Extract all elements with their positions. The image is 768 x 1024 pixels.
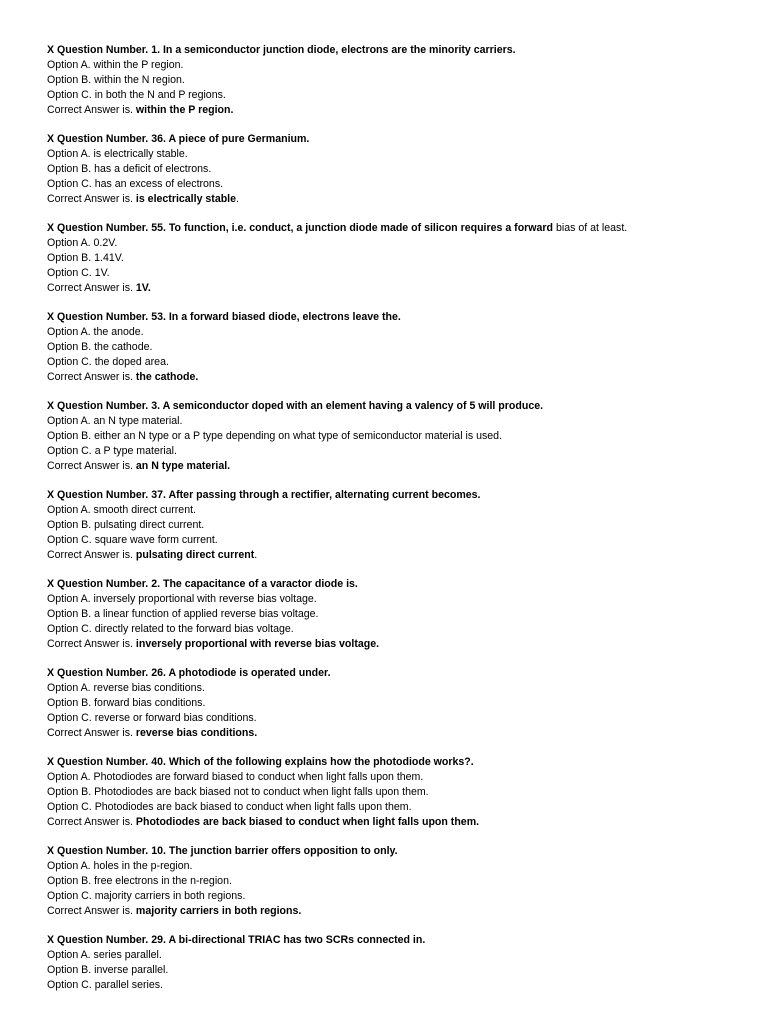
- question-stem: X Question Number. 37. After passing through a rectifier, alternating current becomes.: [47, 489, 481, 501]
- option-line: Option C. a P type material.: [47, 444, 177, 457]
- option-line: Option B. within the N region.: [47, 73, 185, 86]
- option-line: Option C. square wave form current.: [47, 533, 218, 546]
- option-line: Option A. is electrically stable.: [47, 147, 188, 160]
- question-block: [47, 666, 748, 740]
- option-line: Option C. reverse or forward bias conditions.: [47, 711, 257, 724]
- question-stem: X Question Number. 3. A semiconductor doped with an element having a valency of 5 will produce.: [47, 400, 544, 412]
- option-line: Option A. reverse bias conditions.: [47, 681, 205, 694]
- answer-label: Correct Answer is.: [47, 726, 136, 739]
- option-line: Option A. series parallel.: [47, 948, 162, 961]
- answer-label: Correct Answer is.: [47, 459, 136, 472]
- answer-label: Correct Answer is.: [47, 281, 136, 294]
- option-line: Option B. has a deficit of electrons.: [47, 162, 212, 175]
- question-text: [47, 844, 748, 859]
- option-line: Option A. inversely proportional with reverse bias voltage.: [47, 592, 317, 605]
- question-block: [47, 933, 748, 993]
- answer-label: Correct Answer is.: [47, 192, 136, 205]
- question-stem: X Question Number. 10. The junction barrier offers opposition to only.: [47, 845, 398, 857]
- option-line: Option B. inverse parallel.: [47, 963, 169, 976]
- question-block: [47, 132, 748, 206]
- question-block: [47, 310, 748, 384]
- option-line: Option C. majority carriers in both regions.: [47, 889, 246, 902]
- answer-label: Correct Answer is.: [47, 815, 136, 828]
- answer-label: Correct Answer is.: [47, 637, 136, 650]
- question-block: [47, 221, 748, 295]
- question-stem: X Question Number. 36. A piece of pure Germanium.: [47, 133, 310, 145]
- option-line: Option C. has an excess of electrons.: [47, 177, 224, 190]
- option-line: Option A. 0.2V.: [47, 236, 118, 249]
- option-line: Option A. the anode.: [47, 325, 144, 338]
- question-block: [47, 43, 748, 117]
- option-line: Option A. an N type material.: [47, 414, 183, 427]
- answer-value: reverse bias conditions.: [135, 726, 258, 739]
- option-line: Option A. smooth direct current.: [47, 503, 196, 516]
- option-line: Option C. in both the N and P regions.: [47, 88, 226, 101]
- answer-tail: .: [236, 192, 239, 205]
- question-stem: X Question Number. 26. A photodiode is operated under.: [47, 667, 331, 679]
- question-text: [47, 132, 748, 147]
- question-stem: X Question Number. 1. In a semiconductor junction diode, electrons are the minority carriers.: [47, 44, 516, 56]
- option-line: Option A. Photodiodes are forward biased to conduct when light falls upon them.: [47, 770, 424, 783]
- question-block: [47, 488, 748, 562]
- answer-value: 1V.: [135, 281, 151, 294]
- option-line: Option B. the cathode.: [47, 340, 153, 353]
- option-line: Option B. forward bias conditions.: [47, 696, 206, 709]
- option-line: Option B. Photodiodes are back biased not to conduct when light falls upon them.: [47, 785, 429, 798]
- answer-value: within the P region.: [135, 103, 234, 116]
- answer-label: Correct Answer is.: [47, 370, 136, 383]
- option-line: Option C. 1V.: [47, 266, 110, 279]
- question-text: [47, 666, 748, 681]
- option-line: Option C. the doped area.: [47, 355, 169, 368]
- question-text: [47, 43, 748, 58]
- question-stem: X Question Number. 53. In a forward biased diode, electrons leave the.: [47, 311, 401, 323]
- option-line: Option C. parallel series.: [47, 978, 163, 991]
- correct-answer-line: [47, 637, 748, 652]
- question-text: [47, 577, 748, 592]
- answer-value: Photodiodes are back biased to conduct when light falls upon them.: [135, 815, 480, 828]
- option-line: Option B. pulsating direct current.: [47, 518, 205, 531]
- option-line: Option A. holes in the p-region.: [47, 859, 193, 872]
- correct-answer-line: [47, 370, 748, 385]
- answer-label: Correct Answer is.: [47, 904, 136, 917]
- correct-answer-line: [47, 904, 748, 919]
- answer-value: an N type material.: [135, 459, 231, 472]
- question-block: [47, 844, 748, 918]
- option-line: Option B. free electrons in the n-region.: [47, 874, 232, 887]
- answer-value: pulsating direct current: [135, 548, 255, 561]
- answer-value: the cathode.: [135, 370, 199, 383]
- option-line: Option A. within the P region.: [47, 58, 184, 71]
- question-block: [47, 577, 748, 651]
- answer-label: Correct Answer is.: [47, 548, 136, 561]
- option-line: Option B. a linear function of applied reverse bias voltage.: [47, 607, 319, 620]
- answer-tail: .: [254, 548, 258, 561]
- question-text: [47, 755, 748, 770]
- question-text: [47, 399, 748, 414]
- option-line: Option B. either an N type or a P type depending on what type of semiconductor material is used.: [47, 429, 503, 442]
- question-block: [47, 399, 748, 473]
- question-stem: X Question Number. 29. A bi-directional TRIAC has two SCRs connected in.: [47, 934, 426, 946]
- question-text: [47, 488, 748, 503]
- answer-value: majority carriers in both regions.: [135, 904, 302, 917]
- answer-label: Correct Answer is.: [47, 103, 136, 116]
- question-text: [47, 221, 748, 236]
- question-block: [47, 755, 748, 829]
- question-stem: X Question Number. 2. The capacitance of a varactor diode is.: [47, 578, 358, 590]
- answer-value: inversely proportional with reverse bias voltage.: [135, 637, 380, 650]
- correct-answer-line: [47, 281, 748, 296]
- answer-value: is electrically stable: [135, 192, 237, 205]
- question-stem: X Question Number. 55. To function, i.e. conduct, a junction diode made of silicon requires a forward: [47, 222, 554, 234]
- correct-answer-line: [47, 192, 748, 207]
- correct-answer-line: [47, 103, 748, 118]
- question-stem: X Question Number. 40. Which of the following explains how the photodiode works?.: [47, 756, 474, 768]
- correct-answer-line: [47, 459, 748, 474]
- question-text: [47, 310, 748, 325]
- question-stem-tail: bias of at least.: [553, 222, 628, 234]
- option-line: Option C. Photodiodes are back biased to conduct when light falls upon them.: [47, 800, 412, 813]
- correct-answer-line: [47, 548, 748, 563]
- option-line: Option B. 1.41V.: [47, 251, 124, 264]
- question-text: [47, 933, 748, 948]
- correct-answer-line: [47, 815, 748, 830]
- correct-answer-line: [47, 726, 748, 741]
- option-line: Option C. directly related to the forward bias voltage.: [47, 622, 294, 635]
